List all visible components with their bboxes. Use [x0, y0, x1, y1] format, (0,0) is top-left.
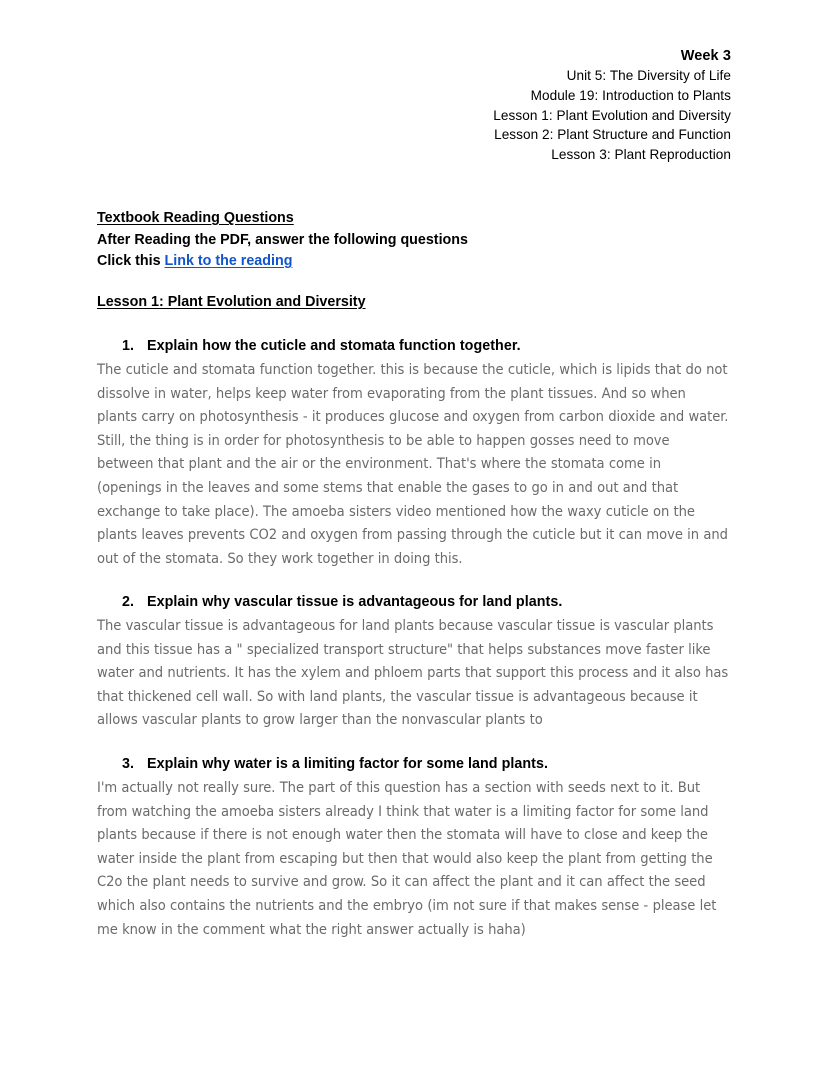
- question-row-1: [122, 338, 737, 354]
- question-number-1: 1.: [122, 338, 134, 354]
- question-row-2: [122, 594, 737, 610]
- question-prompt-1: Explain how the cuticle and stomata function together.: [147, 338, 521, 354]
- textbook-reading-questions-label: Textbook Reading Questions: [97, 210, 294, 226]
- click-this-line: [97, 251, 757, 273]
- intro-block: [97, 208, 757, 273]
- question-block-3: [97, 756, 737, 941]
- question-number-2: 2.: [122, 594, 134, 610]
- question-number-3: 3.: [122, 756, 134, 772]
- answer-text-2: The vascular tissue is advantageous for land plants because vascular tissue is vascular plants and this tissue has a " specialized transport structure" that helps substances move faster like water and nutrients. It has the xylem and phloem parts that support this process and it also has that thickened cell wall. So with land plants, the vascular tissue is advantageous because it allows vascular plants to grow larger than the nonvascular plants to: [97, 617, 729, 729]
- header-lesson1-line: Lesson 1: Plant Evolution and Diversity: [493, 107, 731, 123]
- header-module-line: Module 19: Introduction to Plants: [530, 87, 731, 103]
- header-lesson3-line: Lesson 3: Plant Reproduction: [551, 147, 731, 163]
- answer-text-3: I'm actually not really sure. The part of this question has a section with seeds next to it. But from watching the amoeba sisters already I think that water is a limiting factor for some land plants because if there is not enough water then the stomata will have to close and keep the water inside the plant from escaping but then that would also keep the plant from getting the C2o the plant needs to survive and grow. So it can affect the plant and it can affect the seed which also contains the nutrients and the embryo (im not sure if that makes sense - please let me know in the comment what the right answer actually is haha): [97, 779, 717, 938]
- question-prompt-3: Explain why water is a limiting factor for some land plants.: [147, 756, 549, 772]
- question-row-3: [122, 756, 737, 772]
- instruction-line: After Reading the PDF, answer the following questions: [97, 231, 468, 248]
- textbook-reading-questions-heading: [97, 208, 757, 230]
- header-title: Week 3: [680, 48, 731, 64]
- question-block-2: [97, 594, 737, 732]
- document-header: [97, 46, 731, 165]
- answer-text-1: The cuticle and stomata function together. this is because the cuticle, which is lipids that do not dissolve in water, helps keep water from evaporating from the plant tissues. And so when plants carry on photosynthesis - it produces glucose and oxygen from carbon dioxide and water. Still, the thing is in order for photosynthesis to be able to happen gosses need to move between that plant and the air or the environment. That's where the stomata come in (openings in the leaves and some stems that enable the gases to go in and out and that exchange to take place). The amoeba sisters video mentioned how the waxy cuticle on the plants leaves prevents CO2 and oxygen from passing through the cuticle but it can move in and out of the stomata. So they work together in doing this.: [97, 361, 729, 567]
- question-block-1: [97, 338, 737, 570]
- link-to-the-reading[interactable]: Link to the reading: [164, 253, 293, 269]
- lesson-1-heading: Lesson 1: Plant Evolution and Diversity: [97, 294, 366, 310]
- click-this-label: Click this: [97, 253, 165, 269]
- header-unit-line: Unit 5: The Diversity of Life: [566, 68, 731, 83]
- header-lesson2-line: Lesson 2: Plant Structure and Function: [494, 127, 731, 143]
- question-prompt-2: Explain why vascular tissue is advantageous for land plants.: [147, 594, 563, 610]
